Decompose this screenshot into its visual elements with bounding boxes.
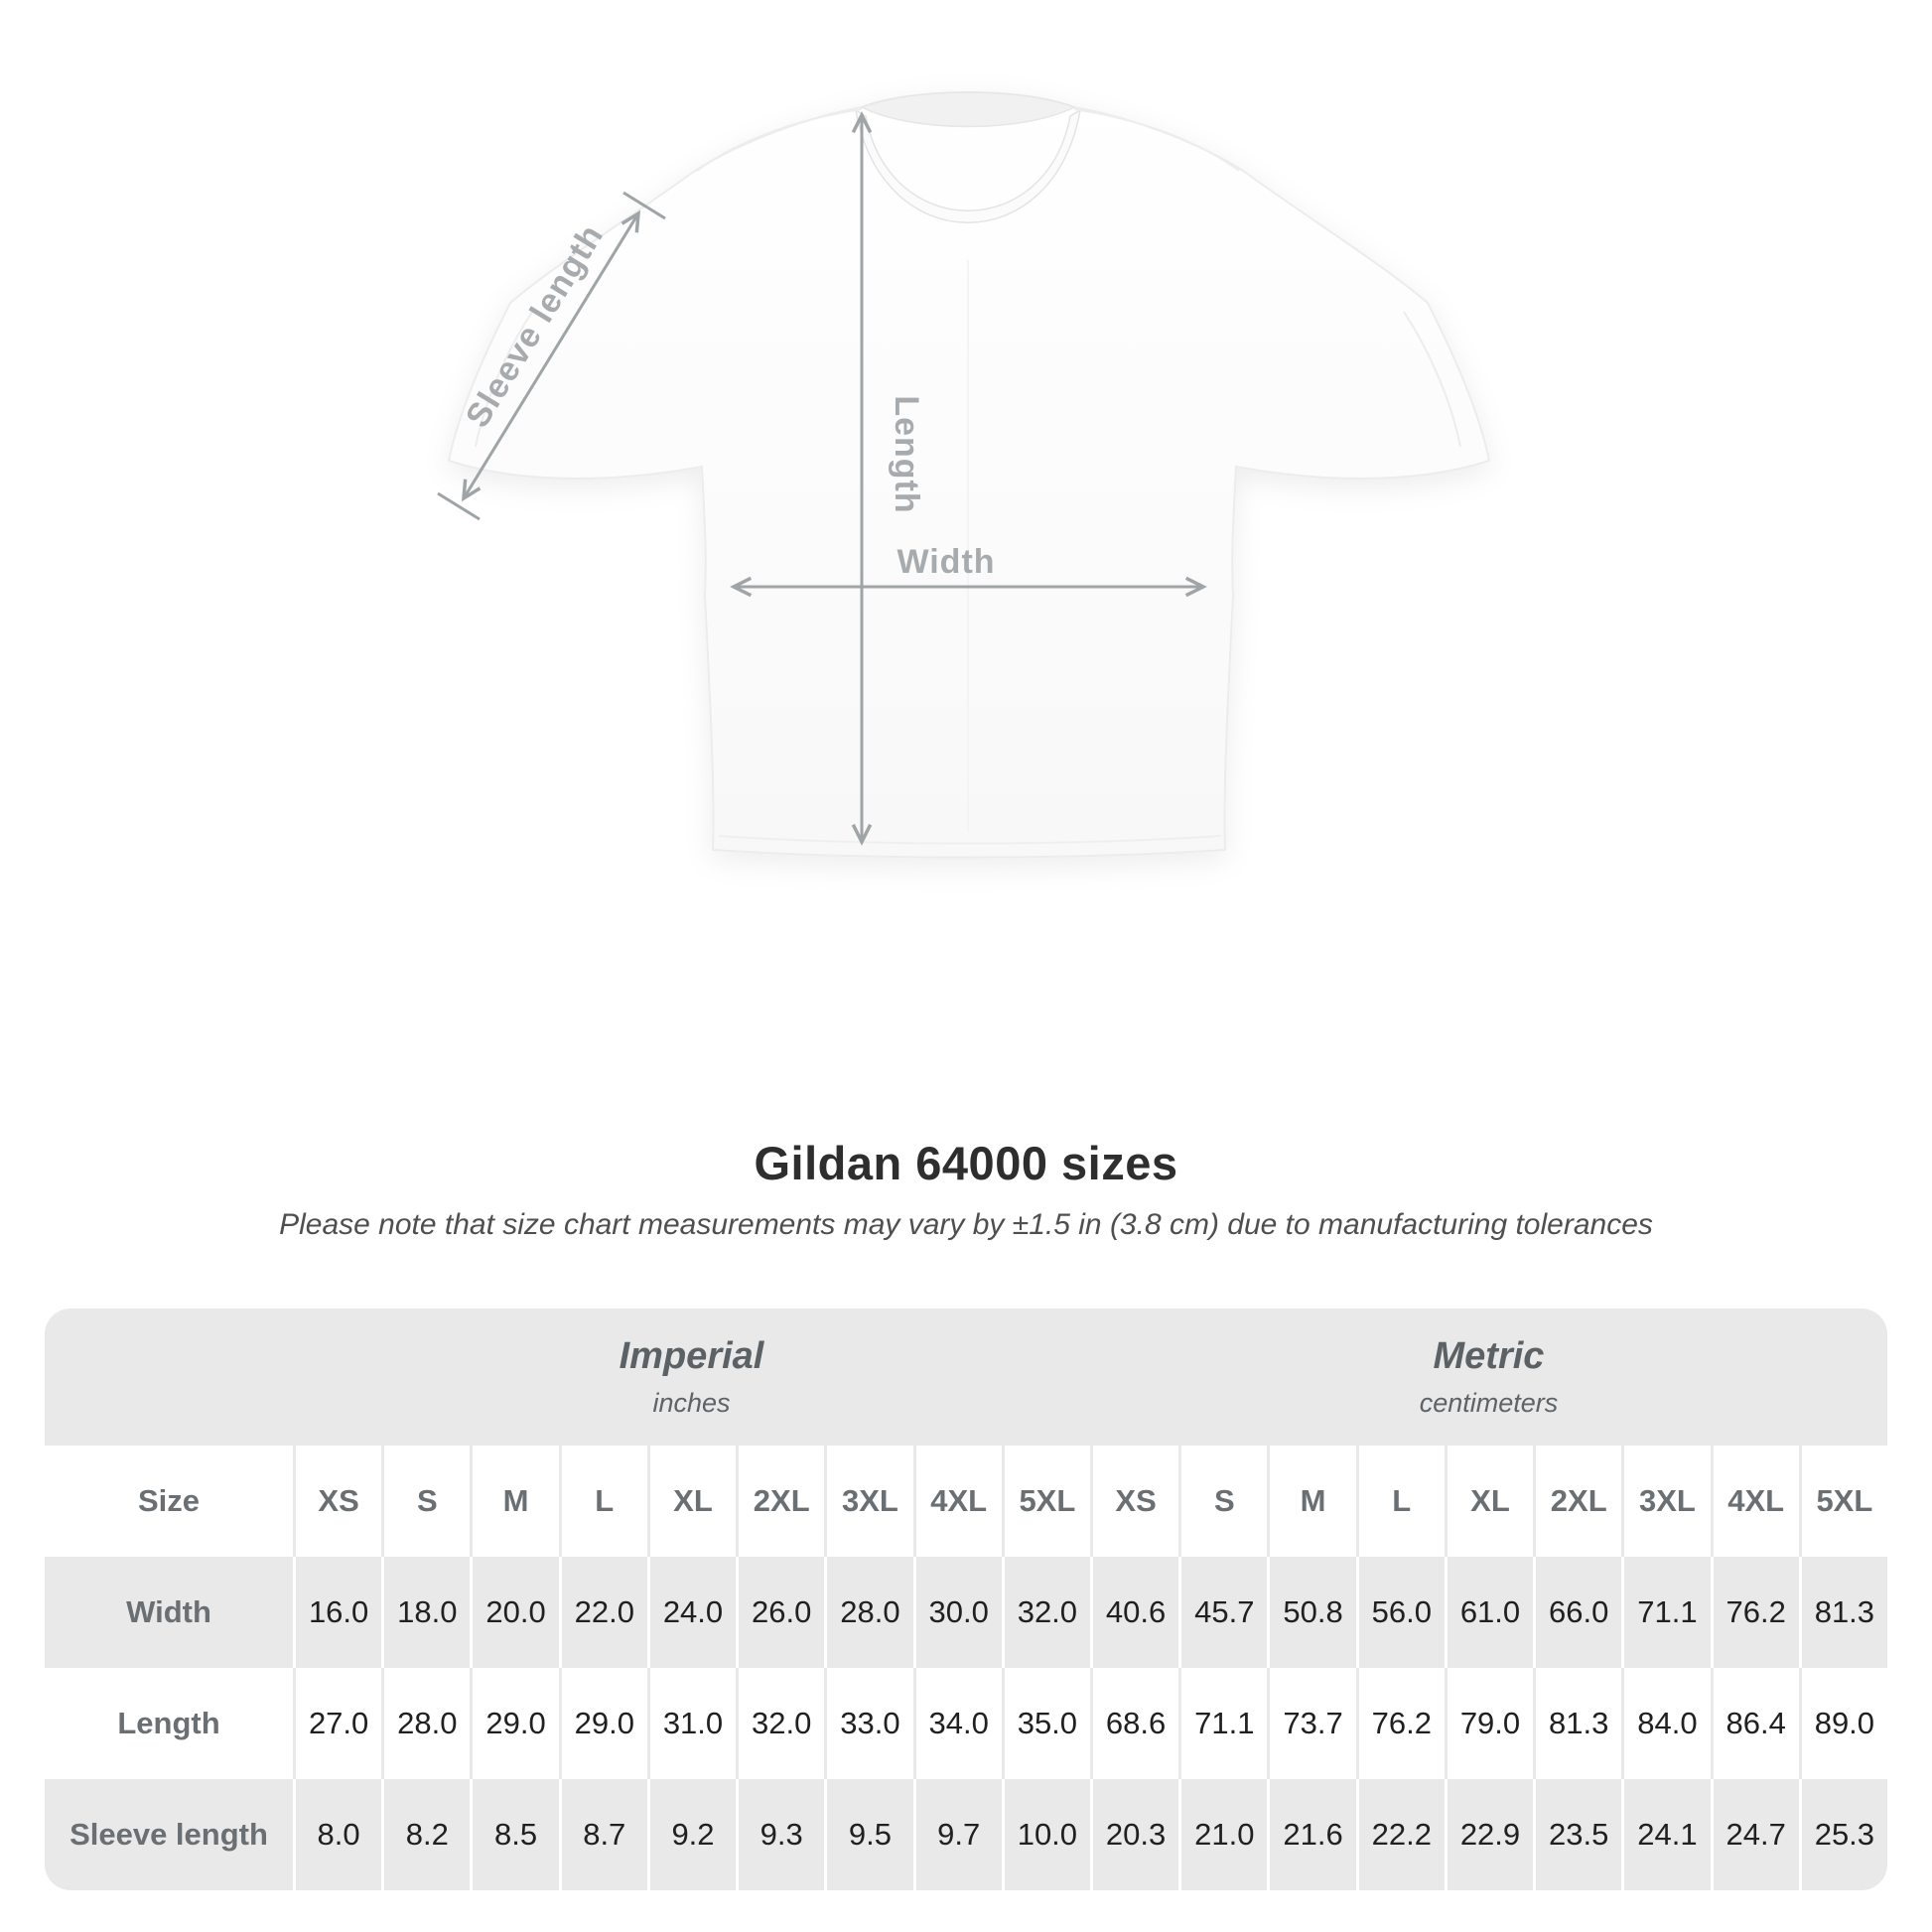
width-value: 30.0 xyxy=(928,1594,989,1629)
sleeve-value: 21.6 xyxy=(1283,1817,1343,1852)
sleeve-value: 8.0 xyxy=(317,1817,360,1852)
imperial-label: Imperial xyxy=(619,1335,764,1377)
size-column-header: Size xyxy=(137,1483,201,1518)
width-value: 24.0 xyxy=(662,1594,724,1629)
length-value: 76.2 xyxy=(1371,1706,1432,1740)
size-header: L xyxy=(1392,1483,1412,1518)
width-value: 26.0 xyxy=(752,1594,812,1629)
size-header: XL xyxy=(673,1483,713,1518)
size-header: 4XL xyxy=(1727,1483,1785,1518)
width-value: 61.0 xyxy=(1459,1594,1521,1629)
length-value: 73.7 xyxy=(1283,1706,1343,1740)
length-value: 27.0 xyxy=(308,1706,369,1740)
width-value: 71.1 xyxy=(1637,1594,1698,1629)
size-header: S xyxy=(416,1483,438,1518)
size-header: 5XL xyxy=(1019,1483,1076,1518)
size-header: 5XL xyxy=(1816,1483,1873,1518)
length-value: 71.1 xyxy=(1194,1706,1255,1740)
sleeve-value: 8.7 xyxy=(583,1817,626,1852)
size-header: 3XL xyxy=(842,1483,898,1518)
tshirt-photo xyxy=(449,92,1489,858)
row-label-length: Length xyxy=(117,1706,220,1740)
sleeve-value: 21.0 xyxy=(1194,1817,1255,1852)
size-header: 3XL xyxy=(1639,1483,1696,1518)
size-header: 2XL xyxy=(753,1483,810,1518)
sleeve-value: 9.2 xyxy=(671,1817,715,1852)
size-header: M xyxy=(502,1483,529,1518)
sleeve-value: 9.3 xyxy=(759,1817,803,1852)
size-header: 4XL xyxy=(930,1483,988,1518)
size-header: S xyxy=(1213,1483,1235,1518)
length-value: 33.0 xyxy=(840,1706,900,1740)
width-value: 20.0 xyxy=(485,1594,546,1629)
length-value: 35.0 xyxy=(1017,1706,1078,1740)
size-header: XS xyxy=(1115,1483,1157,1518)
size-header: XS xyxy=(318,1483,359,1518)
length-value: 81.3 xyxy=(1549,1706,1609,1740)
metric-unit: centimeters xyxy=(1419,1388,1559,1418)
width-value: 56.0 xyxy=(1371,1594,1432,1629)
length-value: 28.0 xyxy=(397,1706,458,1740)
sleeve-value: 8.5 xyxy=(493,1817,538,1852)
sleeve-value: 9.5 xyxy=(848,1817,892,1852)
length-value: 29.0 xyxy=(485,1706,546,1740)
sleeve-value: 22.2 xyxy=(1371,1817,1432,1852)
sleeve-value: 9.7 xyxy=(937,1817,981,1852)
width-value: 40.6 xyxy=(1105,1594,1167,1629)
sleeve-value: 23.5 xyxy=(1549,1817,1609,1852)
row-label-width: Width xyxy=(126,1594,211,1629)
width-value: 28.0 xyxy=(840,1594,900,1629)
width-value: 66.0 xyxy=(1549,1594,1609,1629)
width-value: 45.7 xyxy=(1194,1594,1255,1629)
length-value: 79.0 xyxy=(1459,1706,1521,1740)
sleeve-arrow-end-tick-bottom xyxy=(438,493,480,519)
width-value: 32.0 xyxy=(1017,1594,1078,1629)
width-value: 22.0 xyxy=(574,1594,634,1629)
tolerance-note: Please note that size chart measurements may vary by ±1.5 in (3.8 cm) due to manufacturing tolerances xyxy=(279,1208,1653,1241)
sleeve-length-label: Sleeve length xyxy=(458,217,612,435)
width-value: 50.8 xyxy=(1283,1594,1343,1629)
length-value: 68.6 xyxy=(1105,1706,1167,1740)
length-value: 34.0 xyxy=(928,1706,989,1740)
length-value: 29.0 xyxy=(574,1706,634,1740)
size-header: XL xyxy=(1470,1483,1510,1518)
width-value: 18.0 xyxy=(397,1594,458,1629)
length-value: 84.0 xyxy=(1637,1706,1698,1740)
sleeve-value: 22.9 xyxy=(1459,1817,1521,1852)
width-value: 76.2 xyxy=(1725,1594,1786,1629)
row-label-sleeve-length: Sleeve length xyxy=(69,1817,268,1852)
sleeve-value: 20.3 xyxy=(1105,1817,1167,1852)
page-title: Gildan 64000 sizes xyxy=(754,1137,1178,1189)
sleeve-value: 8.2 xyxy=(405,1817,449,1852)
length-value: 86.4 xyxy=(1725,1706,1786,1740)
width-value: 81.3 xyxy=(1814,1594,1875,1629)
size-table xyxy=(45,1309,1887,1890)
length-label: Length xyxy=(888,395,925,514)
imperial-group-header xyxy=(293,1309,1090,1446)
width-label: Width xyxy=(897,543,996,581)
metric-group-header xyxy=(1090,1309,1887,1446)
sleeve-value: 24.7 xyxy=(1725,1817,1786,1852)
group-header-spacer xyxy=(45,1309,293,1446)
length-value: 32.0 xyxy=(752,1706,812,1740)
sleeve-value: 10.0 xyxy=(1017,1817,1078,1852)
sleeve-value: 24.1 xyxy=(1637,1817,1698,1852)
length-value: 89.0 xyxy=(1814,1706,1875,1740)
size-header: L xyxy=(595,1483,615,1518)
width-value: 16.0 xyxy=(308,1594,369,1629)
tshirt-measurement-diagram xyxy=(0,0,1932,953)
size-header: 2XL xyxy=(1550,1483,1607,1518)
sleeve-value: 25.3 xyxy=(1814,1817,1875,1852)
metric-label: Metric xyxy=(1433,1335,1545,1377)
size-header: M xyxy=(1300,1483,1326,1518)
length-value: 31.0 xyxy=(662,1706,724,1740)
imperial-unit: inches xyxy=(652,1388,731,1418)
